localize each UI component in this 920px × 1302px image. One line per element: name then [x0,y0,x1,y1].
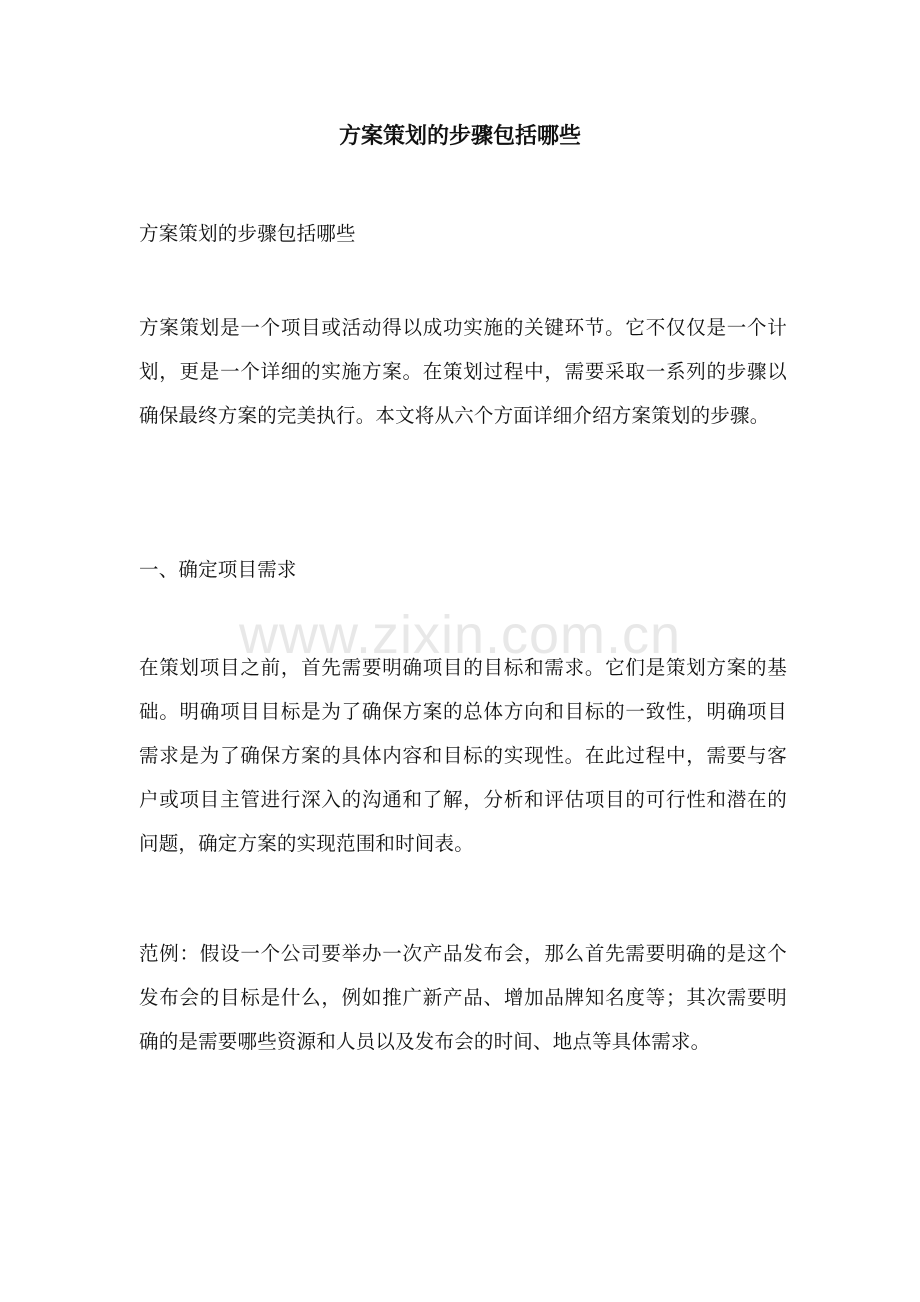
document-subtitle: 方案策划的步骤包括哪些 [139,222,356,245]
intro-paragraph: 方案策划是一个项目或活动得以成功实施的关键环节。它不仅仅是一个计划，更是一个详细的实施方案。在策划过程中，需要采取一系列的步骤以确保最终方案的完美执行。本文将从六个方面详细介绍方案策划的步骤。 [139,316,787,427]
section-body-paragraph: 在策划项目之前，首先需要明确项目的目标和需求。它们是策划方案的基础。明确项目目标是为了确保方案的总体方向和目标的一致性，明确项目需求是为了确保方案的具体内容和目标的实现性。在此过程中，需要与客户或项目主管进行深入的沟通和了解，分析和评估项目的可行性和潜在的问题，确定方案的实现范围和时间表。 [139,656,787,855]
example-paragraph: 范例：假设一个公司要举办一次产品发布会，那么首先需要明确的是这个发布会的目标是什么，例如推广新产品、增加品牌知名度等；其次需要明确的是需要哪些资源和人员以及发布会的时间、地点等具体需求。 [139,942,787,1053]
document-title: 方案策划的步骤包括哪些 [338,123,581,149]
section-heading: 一、确定项目需求 [139,558,297,581]
watermark: www.zixin.com.cn [238,605,682,665]
